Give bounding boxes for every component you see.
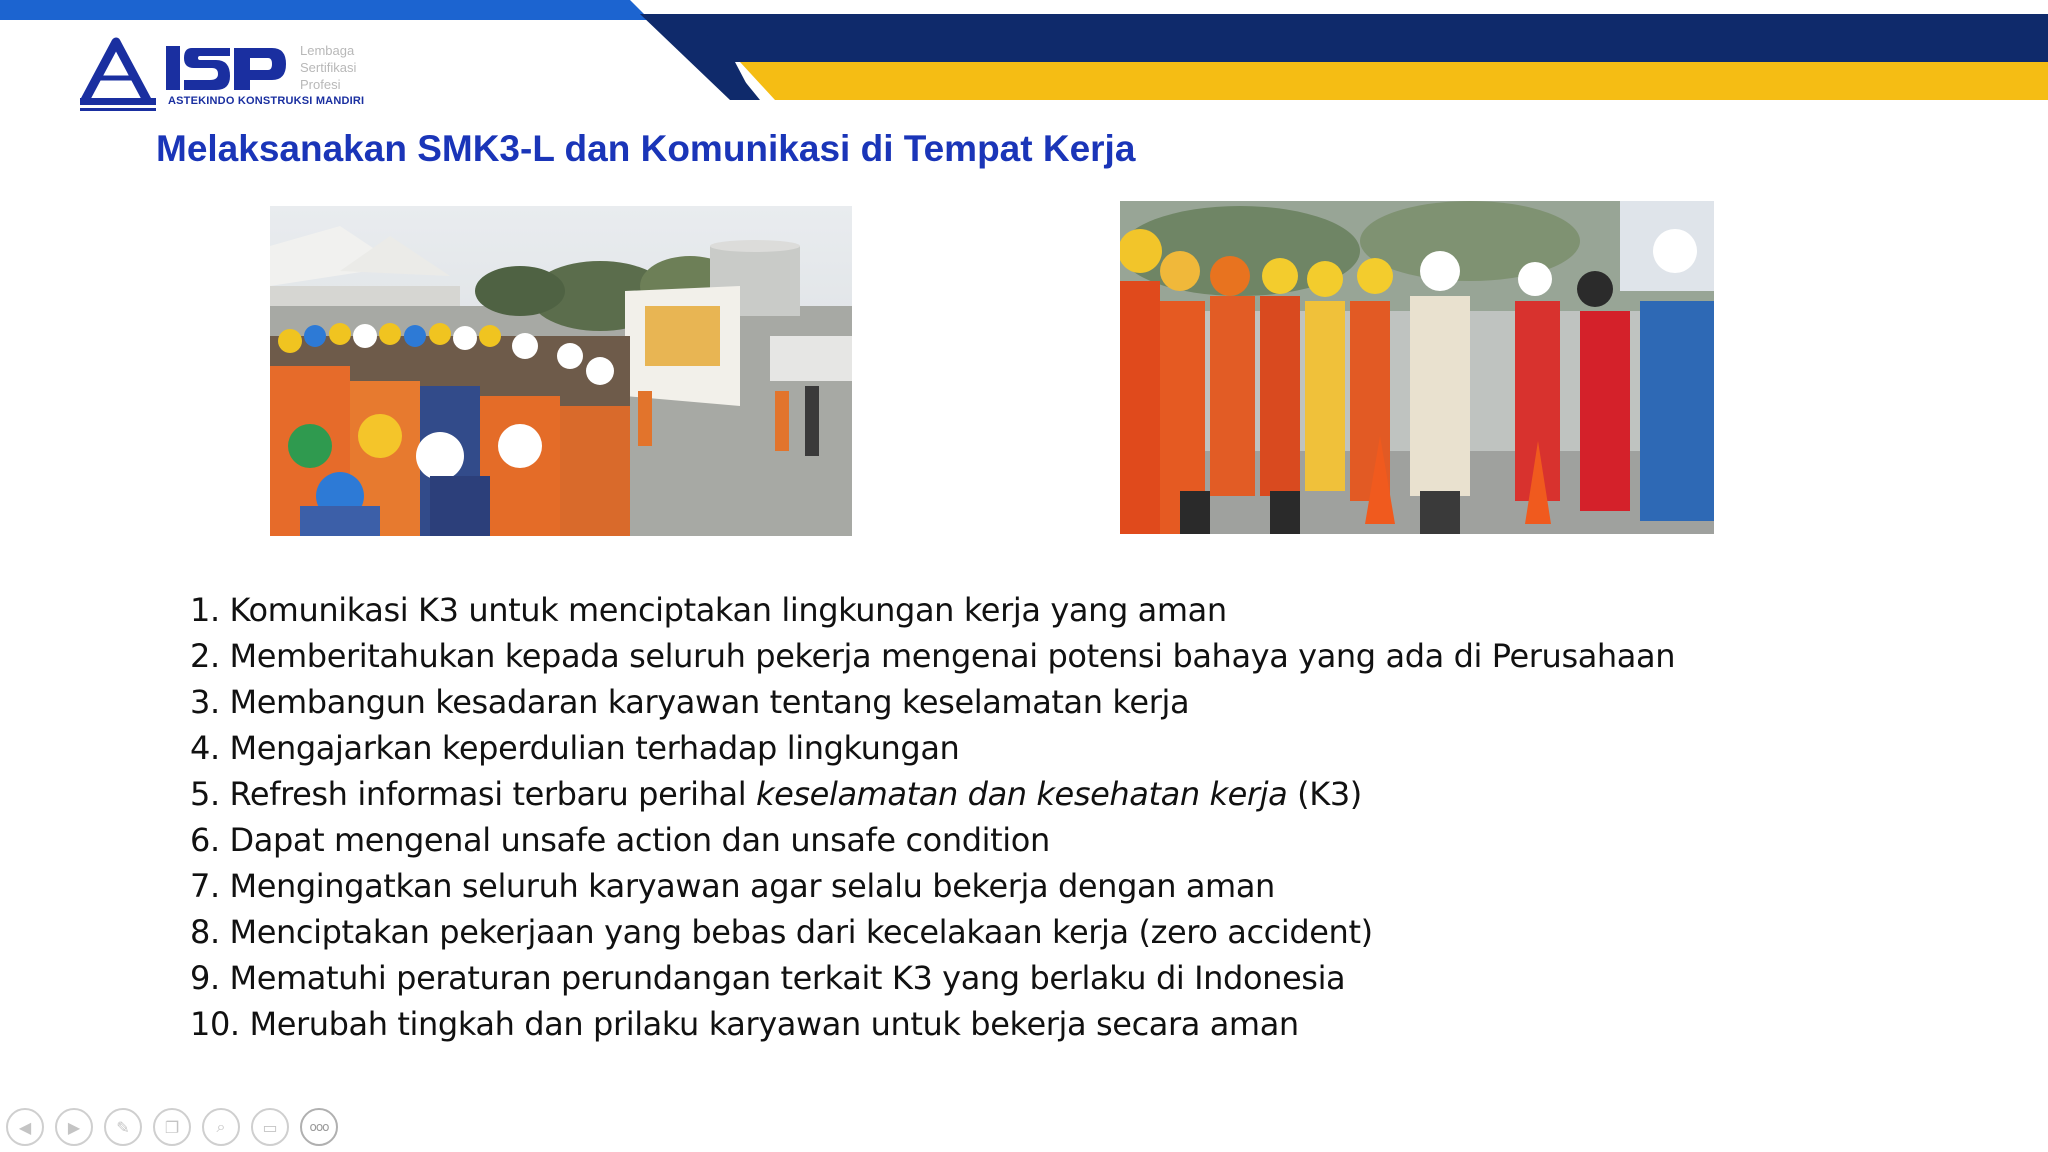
list-item-text: Mengajarkan keperdulian terhadap lingkungan	[229, 729, 960, 767]
list-item-text: Refresh informasi terbaru perihal	[229, 775, 756, 813]
slides-icon[interactable]: ❐	[153, 1108, 191, 1146]
list-item	[190, 587, 1675, 633]
list-item-number: 1.	[190, 591, 220, 629]
logo-tagline	[300, 42, 356, 93]
list-item-text: Membangun kesadaran karyawan tentang keselamatan kerja	[229, 683, 1190, 721]
list-item-number: 7.	[190, 867, 220, 905]
list-item-text: Menciptakan pekerjaan yang bebas dari kecelakaan kerja (zero accident)	[229, 913, 1373, 951]
list-item	[190, 909, 1675, 955]
zoom-icon[interactable]: ⌕	[202, 1108, 240, 1146]
list-item-number: 6.	[190, 821, 220, 859]
workers-inspection-photo	[1120, 201, 1714, 534]
list-item-text: (K3)	[1287, 775, 1362, 813]
safety-briefing-crowd-photo	[270, 206, 852, 536]
list-item-italic-text: keselamatan dan kesehatan kerja	[755, 775, 1288, 813]
list-item	[190, 679, 1675, 725]
list-item-text: Mengingatkan seluruh karyawan agar selalu bekerja dengan aman	[229, 867, 1275, 905]
k3-communication-list	[190, 587, 1675, 1047]
list-item-number: 3.	[190, 683, 220, 721]
presenter-toolbar	[6, 1108, 338, 1146]
logo-tagline-line: Profesi	[300, 77, 341, 92]
list-item-number: 9.	[190, 959, 220, 997]
list-item-text: Merubah tingkah dan prilaku karyawan untuk bekerja secara aman	[249, 1005, 1299, 1043]
slide-title: Melaksanakan SMK3-L dan Komunikasi di Tempat Kerja	[156, 128, 1136, 169]
list-item-text: Mematuhi peraturan perundangan terkait K3 yang berlaku di Indonesia	[229, 959, 1346, 997]
list-item-number: 8.	[190, 913, 220, 951]
list-item	[190, 725, 1675, 771]
list-item-number: 5.	[190, 775, 220, 813]
list-item-text: Komunikasi K3 untuk menciptakan lingkungan kerja yang aman	[229, 591, 1227, 629]
next-icon[interactable]: ▶	[55, 1108, 93, 1146]
list-item	[190, 863, 1675, 909]
screen-icon[interactable]: ▭	[251, 1108, 289, 1146]
list-item-number: 4.	[190, 729, 220, 767]
prev-icon[interactable]: ◀	[6, 1108, 44, 1146]
pen-icon[interactable]: ✎	[104, 1108, 142, 1146]
list-item-text: Memberitahukan kepada seluruh pekerja mengenai potensi bahaya yang ada di Perusahaan	[229, 637, 1676, 675]
logo-tagline-line: Sertifikasi	[300, 60, 357, 75]
list-item	[190, 771, 1675, 817]
logo-caption: ASTEKINDO KONSTRUKSI MANDIRI	[168, 95, 365, 107]
list-item-text: Dapat mengenal unsafe action dan unsafe condition	[229, 821, 1050, 859]
logo-tagline-line: Lembaga	[300, 43, 355, 58]
list-item-number: 2.	[190, 637, 220, 675]
list-item-number: 10.	[190, 1005, 240, 1043]
list-item	[190, 633, 1675, 679]
more-icon[interactable]: ooo	[300, 1108, 338, 1146]
list-item	[190, 955, 1675, 1001]
list-item	[190, 817, 1675, 863]
list-item	[190, 1001, 1675, 1047]
